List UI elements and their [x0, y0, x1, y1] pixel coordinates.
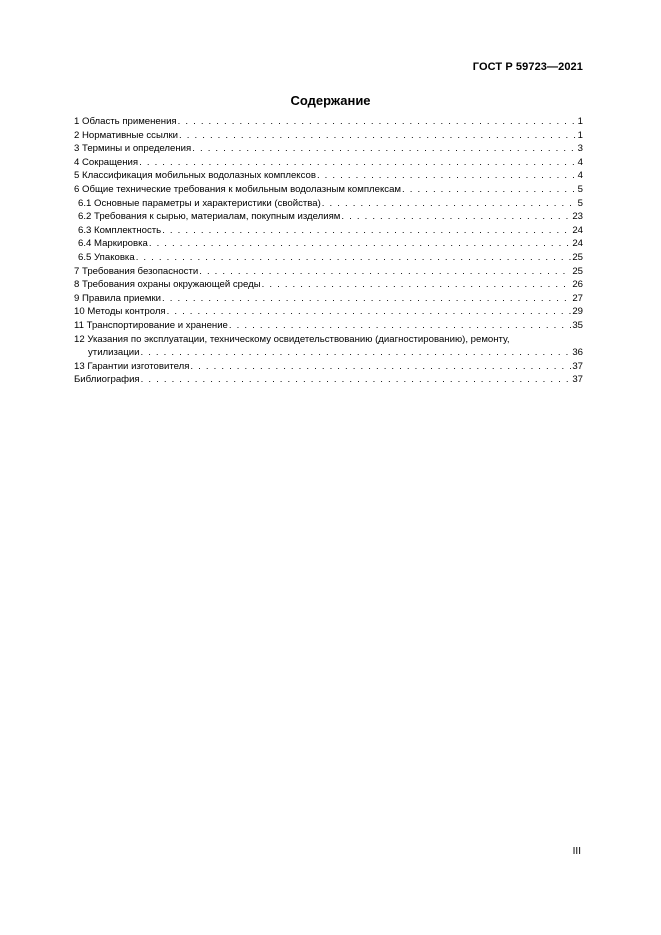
toc-entry-page: 5: [577, 197, 583, 209]
toc-leader-dots: [317, 169, 577, 183]
toc-entry[interactable]: [74, 224, 583, 238]
toc-entry[interactable]: [74, 169, 583, 183]
toc-entry-page: 1: [577, 129, 583, 141]
toc-entry[interactable]: [74, 265, 583, 279]
toc-entry[interactable]: [74, 305, 583, 319]
page-number: III: [572, 846, 581, 857]
toc-entry[interactable]: [74, 278, 583, 292]
toc-entry[interactable]: [74, 129, 583, 143]
toc-leader-dots: [262, 278, 572, 292]
toc-entry-title: 6 Общие технические требования к мобильным водолазным комплексам: [74, 183, 402, 195]
toc-leader-dots: [402, 183, 577, 197]
toc-entry[interactable]: [74, 292, 583, 306]
toc-entry-title: 10 Методы контроля: [74, 306, 166, 318]
toc-leader-dots: [229, 319, 571, 333]
toc-leader-dots: [341, 210, 571, 224]
toc-entry-page: 23: [572, 211, 583, 223]
toc-entry-title: 11 Транспортирование и хранение: [74, 319, 228, 331]
toc-leader-dots: [141, 373, 572, 387]
toc-entry-title: 6.3 Комплектность: [78, 224, 162, 236]
toc-entry[interactable]: [74, 210, 583, 224]
toc-entry-title: 3 Термины и определения: [74, 143, 192, 155]
toc-entry[interactable]: [74, 319, 583, 333]
toc-leader-dots: [190, 360, 571, 374]
toc-entry-page: 29: [572, 306, 583, 318]
toc-entry-title: 5 Классификация мобильных водолазных комплексов: [74, 170, 316, 182]
toc-entry-page: 37: [572, 374, 583, 386]
toc-entry-page: 5: [577, 183, 583, 195]
toc-entry-title: 7 Требования безопасности: [74, 265, 199, 277]
toc-entry-page: 4: [577, 156, 583, 168]
toc-entry-title: 6.1 Основные параметры и характеристики (свойства): [78, 197, 321, 209]
toc-leader-dots: [167, 305, 572, 319]
toc-entry-title: 6.2 Требования к сырью, материалам, покупным изделиям: [78, 211, 341, 223]
toc-entry-title: Библиография: [74, 374, 140, 386]
toc-entry[interactable]: [74, 346, 583, 360]
toc-entry[interactable]: [74, 360, 583, 374]
toc-leader-dots: [179, 129, 577, 143]
toc-entry-title: 6.5 Упаковка: [78, 251, 135, 263]
toc-entry-page: 35: [572, 319, 583, 331]
toc-leader-dots: [149, 237, 571, 251]
toc-entry-page: 25: [572, 251, 583, 263]
document-header: ГОСТ Р 59723—2021: [472, 61, 583, 73]
toc-entry-page: 25: [572, 265, 583, 277]
toc-entry[interactable]: [74, 115, 583, 129]
toc-entry-page: 24: [572, 238, 583, 250]
toc-entry[interactable]: [74, 183, 583, 197]
toc-entry-title: 4 Сокращения: [74, 156, 139, 168]
toc-entry-page: 26: [572, 279, 583, 291]
table-of-contents: [74, 115, 583, 387]
toc-entry-page: 37: [572, 360, 583, 372]
toc-entry[interactable]: [74, 373, 583, 387]
toc-leader-dots: [162, 292, 571, 306]
toc-leader-dots: [136, 251, 572, 265]
toc-entry-page: 27: [572, 292, 583, 304]
toc-leader-dots: [162, 224, 571, 238]
toc-entry-page: 4: [577, 170, 583, 182]
toc-entry[interactable]: [74, 333, 583, 347]
toc-entry-page: 36: [572, 347, 583, 359]
toc-entry-title: 6.4 Маркировка: [78, 238, 148, 250]
toc-entry[interactable]: [74, 156, 583, 170]
toc-entry-page: 3: [577, 143, 583, 155]
toc-leader-dots: [139, 156, 577, 170]
toc-leader-dots: [192, 142, 576, 156]
page-title: Содержание: [290, 93, 371, 108]
toc-leader-dots: [322, 197, 577, 211]
toc-entry-title: 13 Гарантии изготовителя: [74, 360, 190, 372]
toc-entry[interactable]: [74, 251, 583, 265]
toc-entry-title: 8 Требования охраны окружающей среды: [74, 279, 261, 291]
toc-entry-title: 12 Указания по эксплуатации, техническому освидетельствованию (диагностированию), ремонту,: [74, 333, 510, 345]
toc-entry-page: 1: [577, 116, 583, 127]
toc-entry-page: 24: [572, 224, 583, 236]
toc-entry-title: утилизации: [88, 347, 140, 359]
toc-entry-title: 2 Нормативные ссылки: [74, 129, 179, 141]
toc-entry[interactable]: [74, 197, 583, 211]
toc-entry[interactable]: [74, 237, 583, 251]
toc-entry-title: 9 Правила приемки: [74, 292, 161, 304]
toc-leader-dots: [178, 115, 577, 129]
toc-entry[interactable]: [74, 142, 583, 156]
toc-leader-dots: [140, 346, 571, 360]
toc-leader-dots: [199, 265, 571, 279]
toc-entry-title: 1 Область применения: [74, 116, 177, 127]
